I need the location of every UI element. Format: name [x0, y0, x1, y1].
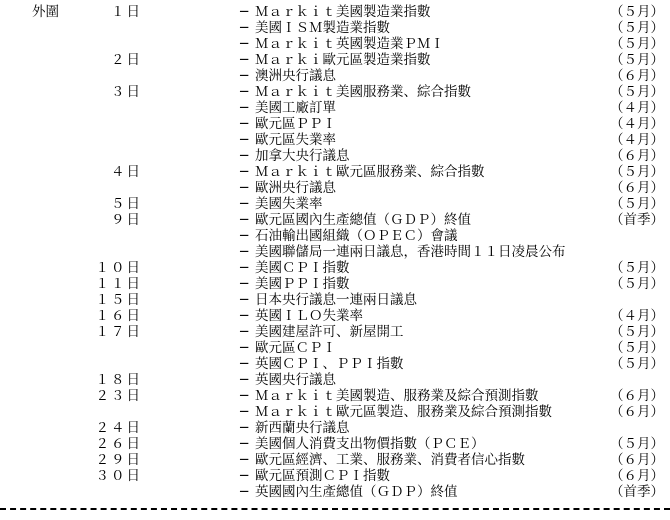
calendar-row: [0, 484, 670, 500]
item-dash: ─: [240, 116, 249, 132]
calendar-row: [0, 196, 670, 212]
calendar-row: [0, 52, 670, 68]
item-dash: ─: [240, 52, 249, 68]
event-name: Ｍａｒｋｉｔ英國製造業ＰＭＩ: [255, 36, 444, 52]
event-name: 歐元區經濟、工業、服務業、消費者信心指數: [255, 452, 525, 468]
calendar-row: [0, 68, 670, 84]
item-dash: ─: [240, 148, 249, 164]
event-name: 歐元區ＣＰＩ: [255, 340, 336, 356]
item-dash: ─: [240, 404, 249, 420]
event-name: 石油輸出國組織（ＯＰＥＣ）會議: [255, 228, 458, 244]
calendar-row: [0, 276, 670, 292]
event-name: Ｍａｒｋｉｔ美國服務業、綜合指數: [255, 84, 471, 100]
event-name: 英國ＩＬＯ失業率: [255, 308, 363, 324]
event-name: 美國ＣＰＩ指數: [255, 260, 350, 276]
calendar-row: [0, 404, 670, 420]
item-dash: ─: [240, 84, 249, 100]
item-dash: ─: [240, 212, 249, 228]
event-name: 澳洲央行議息: [255, 68, 336, 84]
event-period: （５月）: [610, 52, 664, 68]
event-date: ３０日: [95, 468, 142, 484]
event-period: （６月）: [610, 404, 664, 420]
event-period: （６月）: [610, 148, 664, 164]
event-name: 歐元區國內生產總值（ＧＤＰ）終值: [255, 212, 471, 228]
calendar-row: [0, 372, 670, 388]
item-dash: ─: [240, 276, 249, 292]
item-dash: ─: [240, 260, 249, 276]
item-dash: ─: [240, 196, 249, 212]
calendar-row: [0, 452, 670, 468]
event-name: 美國ＩＳＭ製造業指數: [255, 20, 390, 36]
item-dash: ─: [240, 356, 249, 372]
event-name: Ｍａｒｋｉｔ美國製造業指數: [255, 4, 431, 20]
calendar-row: [0, 212, 670, 228]
event-date: ４日: [111, 164, 142, 180]
calendar-row: [0, 100, 670, 116]
calendar-row: [0, 260, 670, 276]
event-name: 加拿大央行議息: [255, 148, 350, 164]
event-period: （５月）: [610, 196, 664, 212]
event-period: （６月）: [610, 468, 664, 484]
event-date: ５日: [111, 196, 142, 212]
event-period: （４月）: [610, 100, 664, 116]
item-dash: ─: [240, 180, 249, 196]
event-name: 英國ＣＰＩ、ＰＰＩ指數: [255, 356, 404, 372]
event-name: 新西蘭央行議息: [255, 420, 350, 436]
event-date: ２３日: [95, 388, 142, 404]
event-period: （６月）: [610, 180, 664, 196]
item-dash: ─: [240, 372, 249, 388]
item-dash: ─: [240, 132, 249, 148]
event-period: （５月）: [610, 436, 664, 452]
event-name: 美國失業率: [255, 196, 323, 212]
calendar-row: [0, 180, 670, 196]
event-period: （５月）: [610, 324, 664, 340]
bottom-dashed-rule: [0, 508, 670, 510]
economic-calendar: [0, 4, 670, 500]
event-name: 美國個人消費支出物價指數（ＰＣＥ）: [255, 436, 485, 452]
event-date: １７日: [95, 324, 142, 340]
item-dash: ─: [240, 340, 249, 356]
event-period: （５月）: [610, 36, 664, 52]
item-dash: ─: [240, 100, 249, 116]
event-name: 歐洲央行議息: [255, 180, 336, 196]
event-name: 美國ＰＰＩ指數: [255, 276, 350, 292]
event-date: ２日: [111, 52, 142, 68]
item-dash: ─: [240, 36, 249, 52]
item-dash: ─: [240, 468, 249, 484]
item-dash: ─: [240, 68, 249, 84]
event-date: １日: [111, 4, 142, 20]
event-name: 英國國內生產總值（ＧＤＰ）終值: [255, 484, 458, 500]
item-dash: ─: [240, 20, 249, 36]
event-date: ３日: [111, 84, 142, 100]
event-name: Ｍａｒｋｉ歐元區製造業指數: [255, 52, 431, 68]
item-dash: ─: [240, 388, 249, 404]
item-dash: ─: [240, 436, 249, 452]
event-name: 歐元區ＰＰＩ: [255, 116, 336, 132]
item-dash: ─: [240, 324, 249, 340]
event-name: 美國聯儲局一連兩日議息，香港時間１１日凌晨公布: [255, 244, 566, 260]
event-period: （首季）: [610, 212, 664, 228]
event-period: （４月）: [610, 308, 664, 324]
event-period: （５月）: [610, 260, 664, 276]
item-dash: ─: [240, 420, 249, 436]
event-date: ２４日: [95, 420, 142, 436]
event-period: （首季）: [610, 484, 664, 500]
event-date: １０日: [95, 260, 142, 276]
calendar-row: [0, 340, 670, 356]
event-name: 美國工廠訂單: [255, 100, 336, 116]
calendar-row: [0, 84, 670, 100]
item-dash: ─: [240, 452, 249, 468]
event-date: ２６日: [95, 436, 142, 452]
item-dash: ─: [240, 164, 249, 180]
item-dash: ─: [240, 292, 249, 308]
item-dash: ─: [240, 228, 249, 244]
event-date: ９日: [111, 212, 142, 228]
event-name: 歐元區預測ＣＰＩ指數: [255, 468, 390, 484]
event-name: 日本央行議息一連兩日議息: [255, 292, 417, 308]
event-period: （５月）: [610, 4, 664, 20]
event-period: （５月）: [610, 356, 664, 372]
event-period: （４月）: [610, 132, 664, 148]
item-dash: ─: [240, 308, 249, 324]
event-name: 英國央行議息: [255, 372, 336, 388]
item-dash: ─: [240, 244, 249, 260]
event-name: Ｍａｒｋｉｔ美國製造、服務業及綜合預測指數: [255, 388, 539, 404]
event-period: （４月）: [610, 116, 664, 132]
item-dash: ─: [240, 4, 249, 20]
calendar-row: [0, 436, 670, 452]
calendar-row: [0, 244, 670, 260]
event-period: （６月）: [610, 452, 664, 468]
calendar-row: [0, 36, 670, 52]
event-date: １１日: [95, 276, 142, 292]
event-period: （５月）: [610, 84, 664, 100]
event-period: （５月）: [610, 340, 664, 356]
calendar-row: [0, 388, 670, 404]
event-name: Ｍａｒｋｉｔ歐元區製造、服務業及綜合預測指數: [255, 404, 552, 420]
calendar-row: [0, 324, 670, 340]
event-period: （５月）: [610, 20, 664, 36]
calendar-row: [0, 164, 670, 180]
calendar-row: [0, 4, 670, 20]
calendar-row: [0, 420, 670, 436]
calendar-row: [0, 132, 670, 148]
event-period: （５月）: [610, 164, 664, 180]
calendar-row: [0, 228, 670, 244]
event-period: （５月）: [610, 276, 664, 292]
calendar-row: [0, 356, 670, 372]
event-date: １６日: [95, 308, 142, 324]
calendar-row: [0, 116, 670, 132]
event-period: （６月）: [610, 68, 664, 84]
calendar-row: [0, 292, 670, 308]
event-date: ２９日: [95, 452, 142, 468]
event-name: Ｍａｒｋｉｔ歐元區服務業、綜合指數: [255, 164, 485, 180]
calendar-row: [0, 308, 670, 324]
calendar-row: [0, 20, 670, 36]
event-name: 美國建屋許可、新屋開工: [255, 324, 404, 340]
calendar-row: [0, 468, 670, 484]
event-name: 歐元區失業率: [255, 132, 336, 148]
event-date: １５日: [95, 292, 142, 308]
event-date: １８日: [95, 372, 142, 388]
event-period: （６月）: [610, 388, 664, 404]
calendar-row: [0, 148, 670, 164]
item-dash: ─: [240, 484, 249, 500]
section-label: 外圍: [32, 4, 59, 20]
